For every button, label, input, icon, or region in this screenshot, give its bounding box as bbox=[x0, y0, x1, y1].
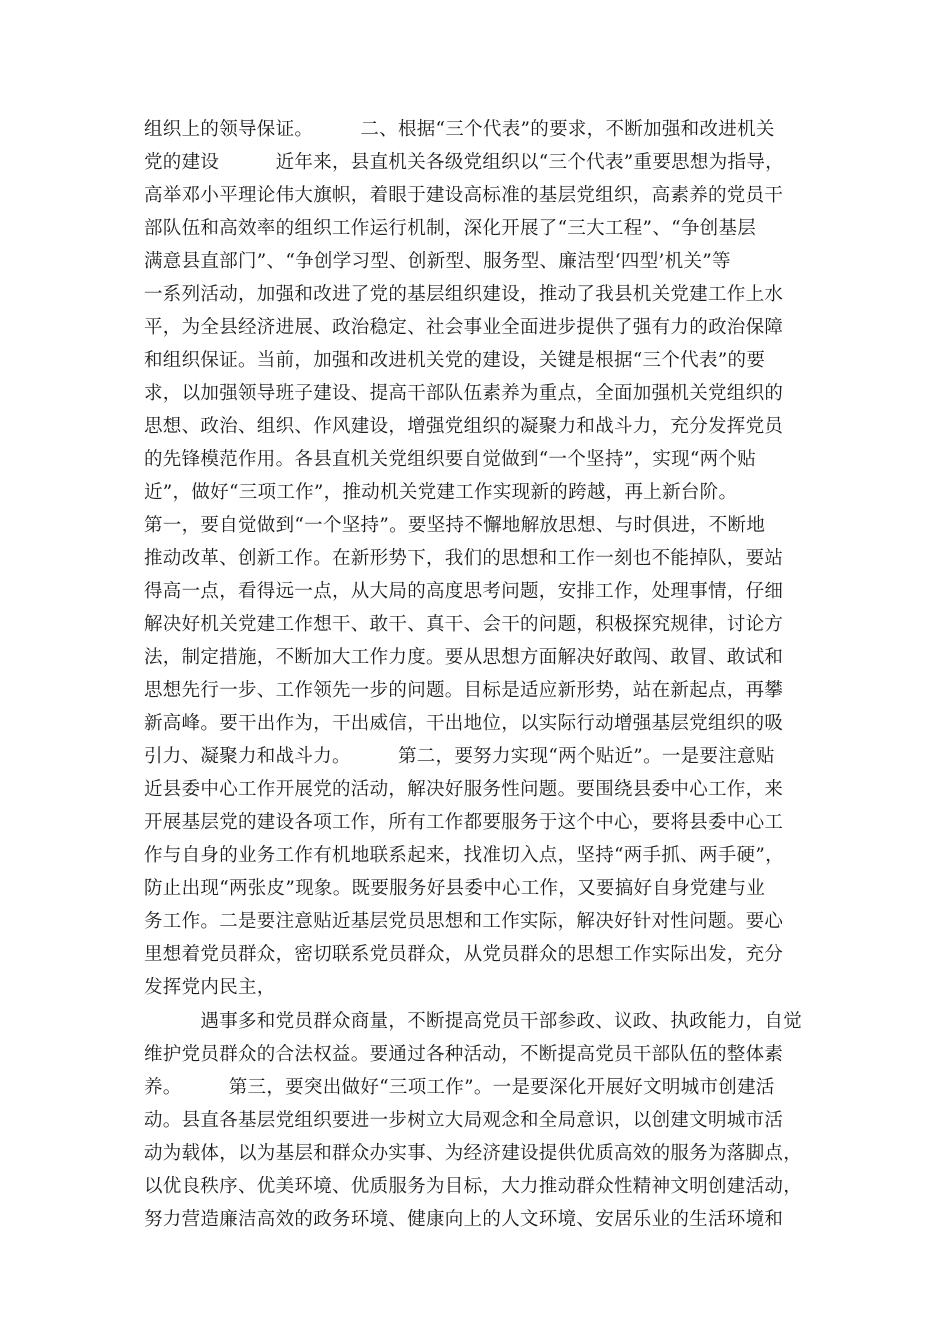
text-line: 遇事多和党员群众商量，不断提高党员干部参政、议政、执政能力，自觉 bbox=[144, 1011, 803, 1032]
text-line: 防止出现“两张皮”现象。既要服务好县委中心工作，又要搞好自身党建与业 bbox=[144, 878, 766, 899]
text-line: 务工作。二是要注意贴近基层党员思想和工作实际，解决好针对性问题。要心 bbox=[144, 911, 784, 932]
text-line: 的先锋模范作用。各县直机关党组织要自觉做到“一个坚持”，实现“两个贴 bbox=[144, 449, 757, 470]
text-line: 近县委中心工作开展党的活动，解决好服务性问题。要围绕县委中心工作，来 bbox=[144, 779, 784, 800]
text-line: 维护党员群众的合法权益。要通过各种活动，不断提高党员干部队伍的整体素 bbox=[144, 1044, 784, 1065]
text-line: 养。 第三，要突出做好“三项工作”。一是要深化开展好文明城市创建活 bbox=[144, 1077, 775, 1098]
text-line: 高举邓小平理论伟大旗帜，着眼于建设高标准的基层党组织，高素养的党员干 bbox=[144, 185, 784, 206]
text-line: 努力营造廉洁高效的政务环境、健康向上的人文环境、安居乐业的生活环境和 bbox=[144, 1209, 784, 1230]
text-line: 解决好机关党建工作想干、敢干、真干、会干的问题，积极探究规律，讨论方 bbox=[144, 614, 784, 635]
text-line: 党的建设 近年来，县直机关各级党组织以“三个代表”重要思想为指导， bbox=[144, 152, 784, 173]
text-line: 满意县直部门”、“争创学习型、创新型、服务型、廉洁型‘四型’机关”等 bbox=[144, 251, 731, 272]
text-line: 思想、政治、组织、作风建设，增强党组织的凝聚力和战斗力，充分发挥党员 bbox=[144, 416, 784, 437]
text-line: 动为载体，以为基层和群众办实事、为经济建设提供优质高效的服务为落脚点， bbox=[144, 1143, 803, 1164]
text-line: 引力、凝聚力和战斗力。 第二，要努力实现“两个贴近”。一是要注意贴 bbox=[144, 746, 775, 767]
text-line: 组织上的领导保证。 二、根据“三个代表”的要求，不断加强和改进机关 bbox=[144, 119, 775, 140]
text-line: 推动改革、创新工作。在新形势下，我们的思想和工作一刻也不能掉队，要站 bbox=[144, 548, 784, 569]
text-line: 新高峰。要干出作为，干出威信，干出地位，以实际行动增强基层党组织的吸 bbox=[144, 713, 784, 734]
text-line: 平，为全县经济进展、政治稳定、社会事业全面进步提供了强有力的政治保障 bbox=[144, 317, 784, 338]
text-line: 动。县直各基层党组织要进一步树立大局观念和全局意识，以创建文明城市活 bbox=[144, 1110, 784, 1131]
paragraph-1 bbox=[144, 113, 807, 1004]
text-line: 得高一点，看得远一点，从大局的高度思考问题，安排工作，处理事情，仔细 bbox=[144, 581, 784, 602]
text-line: 思想先行一步、工作领先一步的问题。目标是适应新形势，站在新起点，再攀 bbox=[144, 680, 784, 701]
text-line: 求，以加强领导班子建设、提高干部队伍素养为重点，全面加强机关党组织的 bbox=[144, 383, 784, 404]
text-line: 法，制定措施，不断加大工作力度。要从思想方面解决好敢闯、敢冒、敢试和 bbox=[144, 647, 784, 668]
text-line: 部队伍和高效率的组织工作运行机制，深化开展了“三大工程”、“争创基层 bbox=[144, 218, 757, 239]
text-line: 一系列活动，加强和改进了党的基层组织建设，推动了我县机关党建工作上水 bbox=[144, 284, 784, 305]
text-line: 发挥党内民主， bbox=[144, 977, 276, 998]
text-line: 以优良秩序、优美环境、优质服务为目标，大力推动群众性精神文明创建活动， bbox=[144, 1176, 803, 1197]
text-line: 和组织保证。当前，加强和改进机关党的建设，关键是根据“三个代表”的要 bbox=[144, 350, 766, 371]
text-line: 开展基层党的建设各项工作，所有工作都要服务于这个中心，要将县委中心工 bbox=[144, 812, 784, 833]
text-line: 里想着党员群众，密切联系党员群众，从党员群众的思想工作实际出发，充分 bbox=[144, 944, 784, 965]
text-line: 第一，要自觉做到“一个坚持”。要坚持不懈地解放思想、与时俱进，不断地 bbox=[144, 515, 766, 536]
paragraph-2 bbox=[144, 1005, 807, 1236]
text-line: 近”，做好“三项工作”，推动机关党建工作实现新的跨越，再上新台阶。 bbox=[144, 482, 738, 503]
text-line: 作与自身的业务工作有机地联系起来，找准切入点，坚持“两手抓、两手硬”， bbox=[144, 845, 784, 866]
